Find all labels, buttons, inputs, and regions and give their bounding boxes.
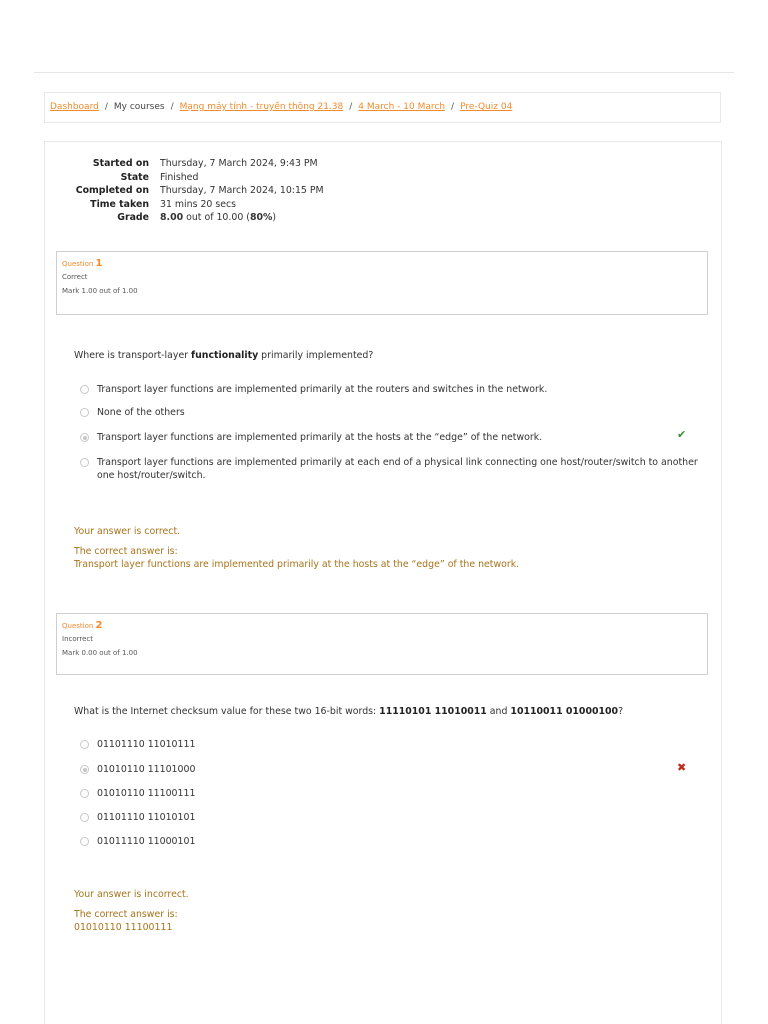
radio-button[interactable] (80, 813, 89, 822)
breadcrumb (44, 92, 721, 123)
time-taken-label: Time taken (90, 198, 149, 210)
feedback-correct-answer: Transport layer functions are implemented primarily at the hosts at the “edge” of the network. (74, 559, 520, 570)
question-2-option-4[interactable] (80, 811, 195, 824)
radio-button-selected[interactable] (80, 765, 89, 774)
question-1-feedback (74, 525, 519, 572)
grade-percent: 80% (249, 212, 273, 223)
question-2-option-5[interactable] (80, 835, 195, 848)
feedback-correct-label: The correct answer is: (74, 545, 178, 557)
attempt-summary (50, 157, 450, 225)
state-value: Finished (160, 171, 199, 183)
breadcrumb-week[interactable]: 4 March - 10 March (358, 102, 446, 112)
question-number: 1 (95, 258, 103, 269)
completed-label: Completed on (75, 185, 149, 196)
radio-button[interactable] (80, 408, 89, 417)
question-2-number (62, 620, 701, 631)
breadcrumb-separator: / (170, 102, 174, 112)
question-2-option-2[interactable] (80, 763, 195, 776)
feedback-correct-answer: 01010110 11100111 (74, 922, 173, 933)
question-2-text (74, 706, 623, 717)
option-label: 01101110 11010101 (97, 812, 196, 823)
grade-score: 8.00 (160, 212, 184, 223)
feedback-result: Your answer is correct. (74, 526, 181, 537)
question-2-mark: Mark 0.00 out of 1.00 (62, 649, 138, 657)
radio-button[interactable] (80, 837, 89, 846)
question-word-1: 11110101 11010011 (379, 706, 487, 717)
question-2-feedback (74, 888, 189, 935)
option-label: 01101110 11010111 (97, 739, 196, 750)
question-number: 2 (95, 620, 103, 631)
feedback-correct-label: The correct answer is: (74, 908, 178, 920)
completed-value: Thursday, 7 March 2024, 10:15 PM (160, 185, 324, 196)
option-label: None of the others (97, 407, 185, 418)
option-label: 01010110 11101000 (97, 764, 196, 775)
question-text-part: Where is transport-layer (74, 350, 192, 361)
option-label: 01010110 11100111 (97, 788, 196, 799)
question-1-number (62, 258, 701, 269)
breadcrumb-course[interactable]: Mạng máy tính - truyền thông 21.38 (179, 102, 344, 112)
radio-button-selected[interactable] (80, 433, 89, 442)
question-1-text (74, 350, 373, 361)
breadcrumb-separator: / (104, 102, 108, 112)
question-label: Question (62, 260, 96, 268)
radio-button[interactable] (80, 385, 89, 394)
feedback-result: Your answer is incorrect. (74, 889, 189, 900)
question-word-2: 10110011 01000100 (510, 706, 619, 717)
question-1-option-2[interactable] (80, 406, 185, 419)
question-text-part: primarily implemented? (258, 350, 374, 361)
breadcrumb-separator: / (349, 102, 353, 112)
state-label: State (120, 171, 149, 183)
question-2-state: Incorrect (62, 635, 94, 643)
question-2-info (56, 613, 708, 675)
grade-mid: out of 10.00 ( (183, 212, 250, 223)
radio-button[interactable] (80, 458, 89, 467)
started-value: Thursday, 7 March 2024, 9:43 PM (160, 158, 318, 169)
question-1-option-4[interactable] (80, 456, 700, 482)
breadcrumb-my-courses: My courses (113, 102, 165, 112)
option-label: Transport layer functions are implemented primarily at the routers and switches in the network. (97, 384, 548, 395)
time-taken-value: 31 mins 20 secs (160, 198, 237, 210)
grade-value (160, 211, 276, 225)
breadcrumb-dashboard[interactable]: Dashboard (50, 102, 99, 112)
question-1-option-3[interactable] (80, 431, 542, 444)
question-text-bold: functionality (191, 350, 259, 361)
grade-end: ) (272, 212, 277, 223)
question-1-mark: Mark 1.00 out of 1.00 (62, 287, 138, 295)
question-text-part: and (486, 706, 511, 717)
question-2-option-1[interactable] (80, 738, 195, 751)
option-label: 01011110 11000101 (97, 836, 196, 847)
breadcrumb-quiz[interactable]: Pre-Quiz 04 (460, 102, 513, 112)
radio-button[interactable] (80, 789, 89, 798)
correct-check-icon: ✔ (677, 428, 687, 441)
radio-button[interactable] (80, 740, 89, 749)
option-label: Transport layer functions are implemented primarily at each end of a physical link connecting one host/router/switch to another one host/router/switch. (97, 457, 698, 481)
question-1-state: Correct (62, 273, 88, 281)
grade-label: Grade (117, 212, 149, 223)
question-2-option-3[interactable] (80, 787, 195, 800)
header-divider (34, 72, 734, 73)
option-label: Transport layer functions are implemented primarily at the hosts at the “edge” of the network. (97, 432, 543, 443)
question-1-option-1[interactable] (80, 383, 547, 396)
started-label: Started on (92, 158, 149, 169)
question-text-part: What is the Internet checksum value for these two 16-bit words: (74, 706, 380, 717)
question-text-part: ? (618, 706, 624, 717)
question-label: Question (62, 622, 96, 630)
question-1-info (56, 251, 708, 315)
breadcrumb-separator: / (451, 102, 455, 112)
incorrect-cross-icon: ✖ (677, 761, 687, 774)
